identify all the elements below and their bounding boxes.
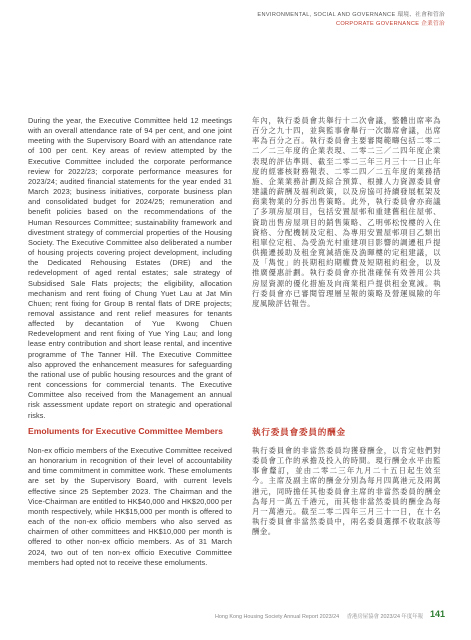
zh-heading-emoluments: 執行委員會委員的酬金 <box>252 427 346 437</box>
en-paragraph-emoluments: Non-ex officio members of the Executive Committee received an honorarium in recognition of their level of accountability and time commitment in committee work. These emoluments are set by the Supervisory Board, with current levels effective since 25 September 2023. The Chairman and the Vice-Chairman are entitled to HK$40,000 and HK$20,000 per month respectively, while HK$15,000 per month is offered to each of the non-ex officio members who also served as chairmen of other committees and HK$10,000 per month is offered to other non-ex officio members. As of 31 March 2024, two out of ten non-ex officio Executive Committee members had opted not to receive these emoluments. <box>28 446 232 567</box>
en-heading-emoluments: Emoluments for Executive Committee Members <box>28 426 223 436</box>
footer-report-en: Hong Kong Housing Society Annual Report 2023/24 <box>215 614 340 620</box>
en-paragraph-review: During the year, the Executive Committee held 12 meetings with an overall attendance rate of 94 per cent, and one joint meeting with the Supervisory Board with an attendance rate of 100 per cent. Key areas of review attempted by the Executive Committee included the corporate performance review for 2022/23; corporate performance measures for 2023/24; audited financial statements for the year ended 31 March 2023; business initiatives, corporate business plan and consolidated budget for 2024/25; remuneration and benefit policies based on the recommendations of the Human Resources Committee; sustainability framework and divestment strategy of commercial properties of the Housing Society. The Executive Committee also deliberated a number of housing projects covering project development, including the Dedicated Rehousing Estates (DRE) and the redevelopment of aged rental estates; sale strategy of Subsidised Sale Flats projects; the eligibility, allocation mechanism and rent fixing of Chung Yuet Lau at Jat Min Chuen; rent fixing for Group B rental flats of DRE projects; removal assistance and rent relief measures for tenants affected by decantation of Yue Kwong Chuen Redevelopment and rent fixing of Yue Ying Lau; and long lease entry contribution and short lease rental, and incentive programme of The Tanner Hill. The Executive Committee also approved the enhancement measures for safeguarding the rational use of public housing resources and the grant of rent concessions for commercial tenants. The Executive Committee also received from the Management an annual risk assessment update report on strategic and operational risks. <box>28 116 232 420</box>
section-header-cg <box>336 19 445 27</box>
section-header-esg <box>257 10 445 18</box>
section-header-zh: 企業管治 <box>421 21 445 27</box>
footer-report-zh: 香港房屋協會 2023/24 年度年報 <box>346 614 423 620</box>
section-header-en-prefix: ENVIRONMENTAL, SOCIAL AND GOVERNANCE <box>257 12 396 18</box>
zh-paragraph-emoluments: 執行委員會的非當然委員均獲發酬金，以肯定他們對委員會工作的承擔及投入的時間。現行酬金水平由監事會釐訂，並由二零二三年九月二十五日起生效至今。主席及副主席的酬金分別為每月四萬港元及兩萬港元，同時擔任其他委員會主席的非當然委員的酬金為每月一萬五千港元，而其他非當然委員的酬金為每月一萬港元。截至二零二四年三月三十一日，在十名執行委員會非當然委員中，兩名委員選擇不收取該等酬金。 <box>252 446 441 537</box>
zh-paragraph-review: 年內，執行委員會共舉行十二次會議，整體出席率為百分之九十四，並與監事會舉行一次聯席會議，出席率為百分之百。執行委員會主要審閱範疇包括二零二二／二三年度的企業表現、二零二三／二四年度企業表現的評估準則、截至二零二三年三月三十一日止年度的經審核財務報表、二零二四／二五年度的業務措施、企業業務計劃及綜合預算、根據人力資源委員會建議的薪酬及福利政策，以及房協可持續發展框架及商業物業的分拆出售策略。此外，執行委員會亦商議了多項房屋項目，包括安置屋邨和重建舊租住屋邨、資助出售房屋項目的銷售策略、乙明邨松悅樓的入住資格、分配機制及定租、為專用安置屋邨項目乙類出租單位定租、為受漁光村重建項目影響的調遷租戶提供搬遷援助及租金寬減措施及漁暉樓的定租建議，以及「雋悅」的長期租約期權費及短期租約租金，以及推廣優惠計劃。執行委員會亦批准確保有效善用公共房屋資源的優化措施及向商業租戶提供租金寬減。執行委員會亦已審閱管理層呈報的策略及營運風險的年度風險評估報告。 <box>252 116 441 308</box>
section-header-zh-prefix: 環境、社會和管治 <box>397 12 445 18</box>
footer-report-title <box>209 612 423 620</box>
page-number: 141 <box>429 609 445 619</box>
section-header-en: CORPORATE GOVERNANCE <box>335 21 420 27</box>
